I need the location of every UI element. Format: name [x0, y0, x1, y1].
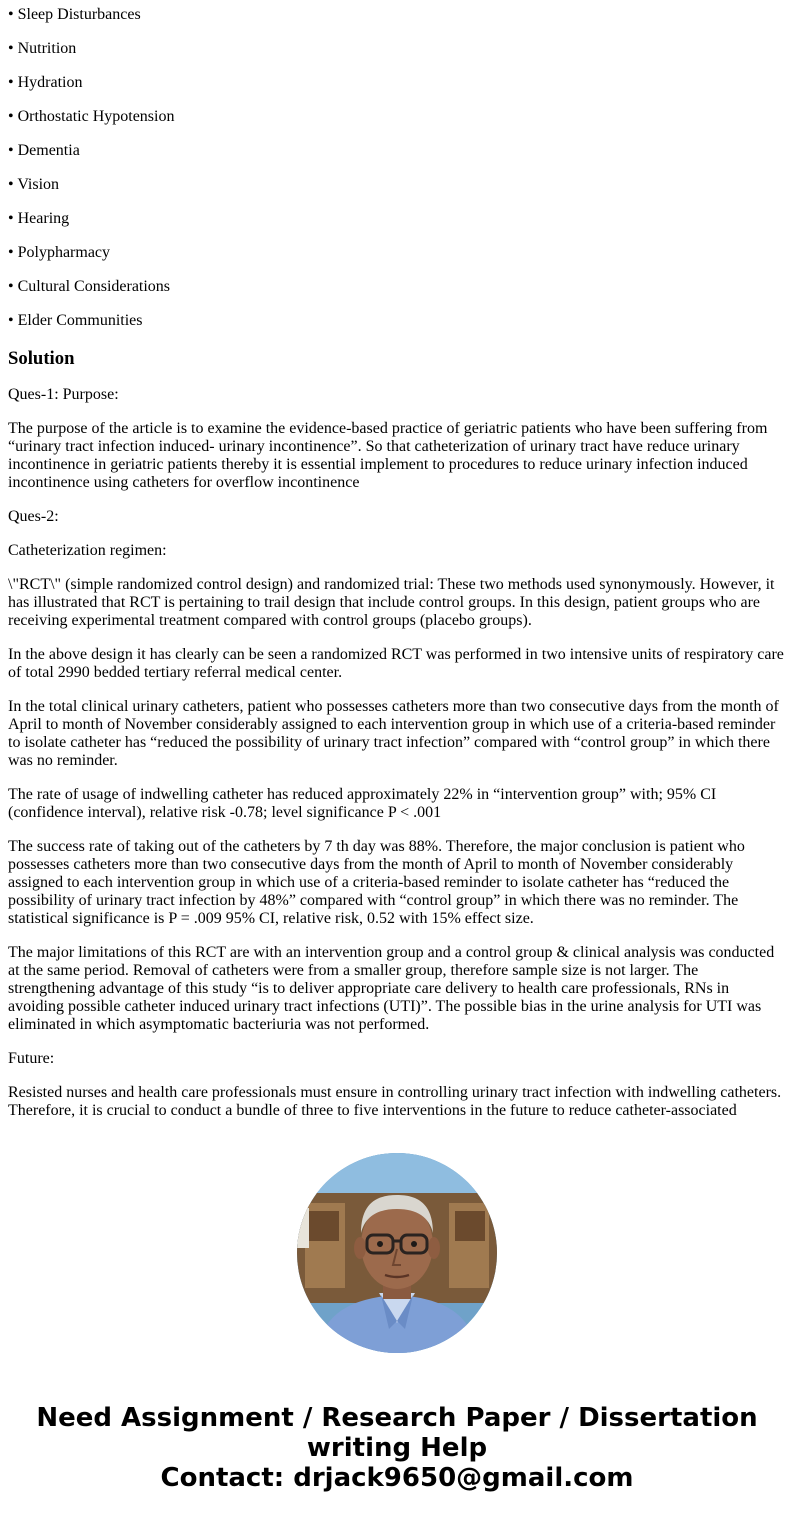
paragraph: In the total clinical urinary catheters, patient who possesses catheters more than two consecutive days from the month of April to month of November considerably assigned to each intervention group in which use of a criteria-based reminder to isolate catheter has “reduced the possibility of urinary tract infection” compared with “control group” in which there was no reminder.: [8, 698, 779, 769]
list-item: • Hearing: [8, 210, 70, 227]
list-item: • Dementia: [8, 142, 80, 159]
list-item: • Elder Communities: [8, 312, 143, 329]
list-item: • Polypharmacy: [8, 244, 111, 261]
list-item: • Nutrition: [8, 40, 77, 57]
list-item: • Orthostatic Hypotension: [8, 108, 175, 125]
question-label: Ques-2:: [8, 508, 59, 525]
bullet-list: [8, 6, 786, 330]
paragraph: \"RCT\" (simple randomized control design) and randomized trial: These two methods used synonymously. However, it has illustrated that RCT is pertaining to trail design that include control groups. In this design, patient groups who are receiving experimental treatment compared with control groups (placebo groups).: [8, 576, 775, 629]
list-item: • Cultural Considerations: [8, 278, 171, 295]
solution-body: [8, 386, 786, 1120]
promo-banner: [0, 1403, 794, 1493]
avatar: [297, 1153, 497, 1353]
list-item: • Sleep Disturbances: [8, 6, 141, 23]
list-item: • Hydration: [8, 74, 83, 91]
question-label: Ques-1: Purpose:: [8, 386, 119, 403]
promo-headline: Need Assignment / Research Paper / Dissertation writing Help: [36, 1403, 758, 1463]
document-body: [8, 0, 786, 1136]
subheading: Catheterization regimen:: [8, 542, 167, 559]
paragraph: In the above design it has clearly can be seen a randomized RCT was performed in two intensive units of respiratory care of total 2990 bedded tertiary referral medical center.: [8, 646, 784, 681]
paragraph: Resisted nurses and health care professionals must ensure in controlling urinary tract infection with indwelling catheters. Therefore, it is crucial to conduct a bundle of three to five interventions in the future to reduce catheter-associated: [8, 1084, 782, 1119]
solution-heading: Solution: [8, 348, 75, 369]
promo-contact: Contact: drjack9650@gmail.com: [160, 1463, 634, 1493]
person-portrait-icon: [297, 1153, 497, 1353]
paragraph: The major limitations of this RCT are with an intervention group and a control group & clinical analysis was conducted at the same period. Removal of catheters were from a smaller group, therefore sample size is not larger. The strengthening advantage of this study “is to deliver appropriate care delivery to health care professionals, RNs in avoiding possible catheter induced urinary tract infections (UTI)”. The possible bias in the urine analysis for UTI was eliminated in which asymptomatic bacteriuria was not performed.: [8, 944, 775, 1033]
paragraph: The purpose of the article is to examine the evidence-based practice of geriatric patients who have been suffering from “urinary tract infection induced- urinary incontinence”. So that catheterization of urinary tract have reduce urinary incontinence in geriatric patients thereby it is essential implement to procedures to reduce urinary infection induced incontinence using catheters for overflow incontinence: [8, 420, 768, 491]
paragraph: The rate of usage of indwelling catheter has reduced approximately 22% in “intervention group” with; 95% CI (confidence interval), relative risk -0.78; level significance P < .001: [8, 786, 717, 821]
list-item: • Vision: [8, 176, 60, 193]
subheading: Future:: [8, 1050, 55, 1067]
paragraph: The success rate of taking out of the catheters by 7 th day was 88%. Therefore, the major conclusion is patient who possesses catheters more than two consecutive days from the month of April to month of November considerably assigned to each intervention group in which use of a criteria-based reminder to isolate catheter has “reduced the possibility of urinary tract infection by 48%” compared with “control group” in which there was no reminder. The statistical significance is P = .009 95% CI, relative risk, 0.52 with 15% effect size.: [8, 838, 745, 927]
